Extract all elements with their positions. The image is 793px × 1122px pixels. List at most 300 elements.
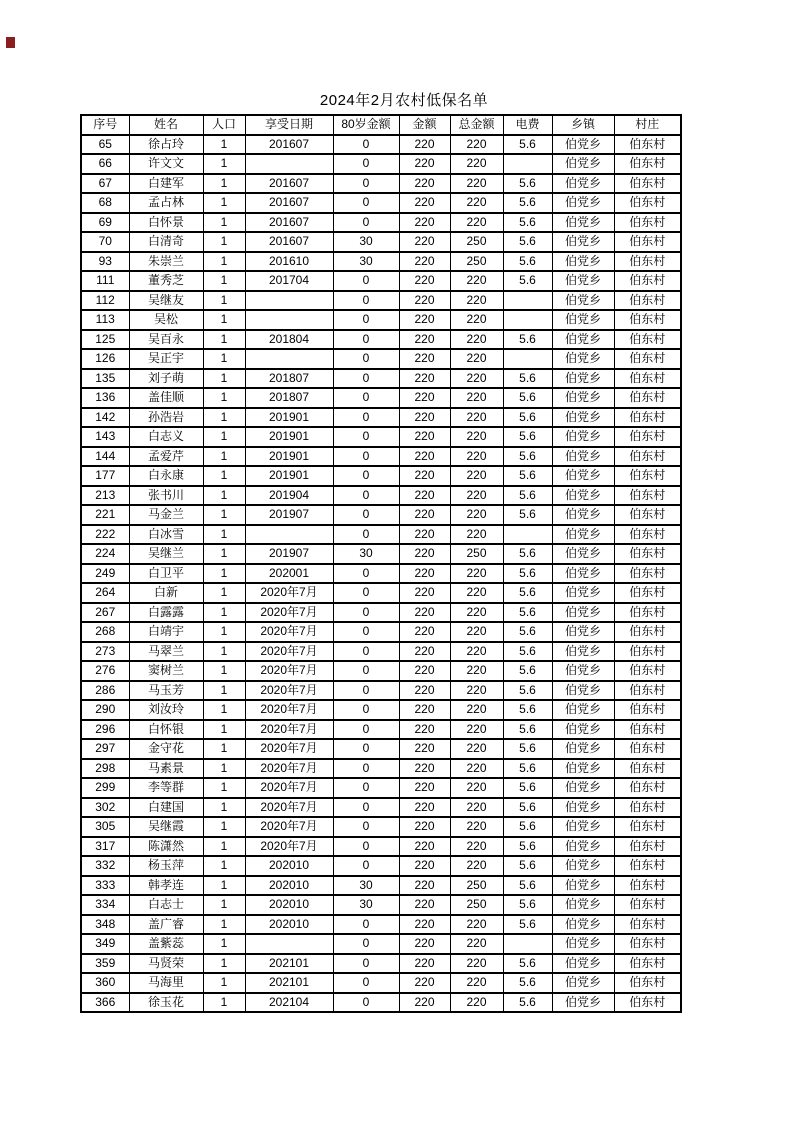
table-header xyxy=(81,115,681,135)
table-cell: 2020年7月 xyxy=(245,642,333,662)
table-cell: 伯党乡 xyxy=(552,525,614,545)
table-cell: 143 xyxy=(81,427,129,447)
table-cell: 刘汝玲 xyxy=(129,700,203,720)
table-cell: 220 xyxy=(399,310,450,330)
table-cell: 1 xyxy=(203,291,245,311)
table-cell: 0 xyxy=(333,720,399,740)
table-cell: 125 xyxy=(81,330,129,350)
table-cell: 0 xyxy=(333,993,399,1013)
table-row xyxy=(81,915,681,935)
table-cell: 69 xyxy=(81,213,129,233)
table-row xyxy=(81,993,681,1013)
table-cell: 伯党乡 xyxy=(552,193,614,213)
table-cell: 250 xyxy=(450,876,503,896)
table-cell: 297 xyxy=(81,739,129,759)
table-cell: 202010 xyxy=(245,856,333,876)
table-row xyxy=(81,232,681,252)
table-cell: 220 xyxy=(399,720,450,740)
table-cell: 220 xyxy=(450,466,503,486)
table-cell: 伯党乡 xyxy=(552,700,614,720)
table-cell: 1 xyxy=(203,798,245,818)
table-cell xyxy=(245,525,333,545)
table-cell xyxy=(245,291,333,311)
table-cell: 伯党乡 xyxy=(552,544,614,564)
table-cell: 5.6 xyxy=(503,213,552,233)
table-cell: 白建国 xyxy=(129,798,203,818)
column-header: 序号 xyxy=(81,115,129,135)
table-cell: 5.6 xyxy=(503,759,552,779)
table-cell: 白冰雪 xyxy=(129,525,203,545)
table-cell xyxy=(503,291,552,311)
table-cell: 349 xyxy=(81,934,129,954)
table-cell: 317 xyxy=(81,837,129,857)
table-cell: 董秀芝 xyxy=(129,271,203,291)
table-cell: 伯东村 xyxy=(614,603,681,623)
table-cell: 1 xyxy=(203,954,245,974)
table-cell: 0 xyxy=(333,408,399,428)
table-body xyxy=(81,135,681,1013)
column-header: 村庄 xyxy=(614,115,681,135)
table-cell xyxy=(503,349,552,369)
table-cell: 伯党乡 xyxy=(552,330,614,350)
table-cell: 伯党乡 xyxy=(552,564,614,584)
table-cell: 伯党乡 xyxy=(552,583,614,603)
table-cell: 0 xyxy=(333,681,399,701)
table-row xyxy=(81,622,681,642)
table-cell: 伯党乡 xyxy=(552,895,614,915)
table-cell: 220 xyxy=(399,349,450,369)
table-cell: 伯东村 xyxy=(614,271,681,291)
table-cell: 2020年7月 xyxy=(245,837,333,857)
table-cell xyxy=(245,934,333,954)
table-cell: 伯党乡 xyxy=(552,622,614,642)
table-cell: 伯东村 xyxy=(614,486,681,506)
table-cell: 伯党乡 xyxy=(552,681,614,701)
table-cell: 马贤荣 xyxy=(129,954,203,974)
table-cell: 220 xyxy=(450,427,503,447)
table-cell: 5.6 xyxy=(503,700,552,720)
table-cell: 伯党乡 xyxy=(552,310,614,330)
table-cell: 201901 xyxy=(245,408,333,428)
table-cell: 5.6 xyxy=(503,369,552,389)
column-header: 人口 xyxy=(203,115,245,135)
table-cell: 伯东村 xyxy=(614,856,681,876)
table-row xyxy=(81,856,681,876)
table-cell: 0 xyxy=(333,291,399,311)
table-cell: 徐占玲 xyxy=(129,135,203,155)
table-cell: 5.6 xyxy=(503,895,552,915)
table-row xyxy=(81,681,681,701)
table-cell: 吴继友 xyxy=(129,291,203,311)
table-row xyxy=(81,505,681,525)
table-cell: 伯东村 xyxy=(614,681,681,701)
table-cell: 220 xyxy=(399,817,450,837)
table-cell: 伯东村 xyxy=(614,876,681,896)
table-cell: 伯党乡 xyxy=(552,154,614,174)
table-cell: 2020年7月 xyxy=(245,603,333,623)
table-row xyxy=(81,739,681,759)
table-cell: 伯党乡 xyxy=(552,739,614,759)
table-row xyxy=(81,876,681,896)
table-cell: 2020年7月 xyxy=(245,739,333,759)
table-cell: 0 xyxy=(333,583,399,603)
table-cell: 273 xyxy=(81,642,129,662)
table-cell: 30 xyxy=(333,895,399,915)
table-cell: 张书川 xyxy=(129,486,203,506)
table-cell xyxy=(245,349,333,369)
table-cell: 201807 xyxy=(245,369,333,389)
table-cell: 66 xyxy=(81,154,129,174)
table-cell: 1 xyxy=(203,759,245,779)
table-cell: 5.6 xyxy=(503,739,552,759)
table-cell: 1 xyxy=(203,720,245,740)
table-cell: 220 xyxy=(399,895,450,915)
table-cell: 白清奇 xyxy=(129,232,203,252)
table-cell: 220 xyxy=(399,603,450,623)
table-cell: 0 xyxy=(333,759,399,779)
table-row xyxy=(81,252,681,272)
table-cell: 177 xyxy=(81,466,129,486)
table-cell: 220 xyxy=(399,427,450,447)
table-cell: 202104 xyxy=(245,993,333,1013)
table-cell: 0 xyxy=(333,915,399,935)
table-cell: 220 xyxy=(399,739,450,759)
table-cell: 盖紫蕊 xyxy=(129,934,203,954)
table-cell: 伯党乡 xyxy=(552,954,614,974)
table-cell: 220 xyxy=(450,369,503,389)
table-cell: 5.6 xyxy=(503,973,552,993)
table-cell: 陈潇然 xyxy=(129,837,203,857)
table-cell: 伯东村 xyxy=(614,720,681,740)
table-cell: 1 xyxy=(203,174,245,194)
table-cell: 93 xyxy=(81,252,129,272)
roster-table xyxy=(80,114,682,1013)
table-cell: 0 xyxy=(333,525,399,545)
table-row xyxy=(81,759,681,779)
table-cell: 5.6 xyxy=(503,661,552,681)
table-cell: 伯党乡 xyxy=(552,915,614,935)
table-cell: 白永康 xyxy=(129,466,203,486)
table-cell: 5.6 xyxy=(503,642,552,662)
table-cell: 220 xyxy=(399,525,450,545)
table-cell: 0 xyxy=(333,505,399,525)
table-cell: 刘子萌 xyxy=(129,369,203,389)
table-cell: 白露露 xyxy=(129,603,203,623)
table-cell xyxy=(503,525,552,545)
table-cell: 220 xyxy=(450,798,503,818)
table-cell: 伯东村 xyxy=(614,934,681,954)
table-cell: 伯东村 xyxy=(614,759,681,779)
table-cell: 5.6 xyxy=(503,388,552,408)
table-cell: 伯东村 xyxy=(614,466,681,486)
table-cell: 298 xyxy=(81,759,129,779)
table-row xyxy=(81,603,681,623)
table-cell: 伯党乡 xyxy=(552,817,614,837)
table-cell: 5.6 xyxy=(503,544,552,564)
table-cell: 1 xyxy=(203,603,245,623)
table-cell: 220 xyxy=(450,681,503,701)
table-cell: 盖广睿 xyxy=(129,915,203,935)
column-header: 总金额 xyxy=(450,115,503,135)
column-header: 电费 xyxy=(503,115,552,135)
table-row xyxy=(81,837,681,857)
table-cell: 2020年7月 xyxy=(245,798,333,818)
table-cell: 220 xyxy=(399,622,450,642)
table-cell: 250 xyxy=(450,544,503,564)
table-cell: 67 xyxy=(81,174,129,194)
table-row xyxy=(81,895,681,915)
table-cell: 220 xyxy=(399,154,450,174)
table-cell xyxy=(503,154,552,174)
table-cell: 220 xyxy=(450,564,503,584)
table-cell: 220 xyxy=(450,973,503,993)
table-row xyxy=(81,408,681,428)
table-cell: 333 xyxy=(81,876,129,896)
table-row xyxy=(81,310,681,330)
table-cell: 201901 xyxy=(245,466,333,486)
table-cell: 0 xyxy=(333,174,399,194)
table-row xyxy=(81,525,681,545)
table-cell: 1 xyxy=(203,856,245,876)
table-cell: 221 xyxy=(81,505,129,525)
table-cell: 0 xyxy=(333,856,399,876)
table-cell: 1 xyxy=(203,817,245,837)
table-cell: 5.6 xyxy=(503,856,552,876)
table-cell: 220 xyxy=(450,310,503,330)
table-cell: 360 xyxy=(81,973,129,993)
table-cell: 276 xyxy=(81,661,129,681)
table-cell: 5.6 xyxy=(503,505,552,525)
table-cell: 伯党乡 xyxy=(552,759,614,779)
table-cell: 伯东村 xyxy=(614,798,681,818)
table-cell: 伯东村 xyxy=(614,154,681,174)
table-cell: 伯党乡 xyxy=(552,661,614,681)
column-header: 乡镇 xyxy=(552,115,614,135)
table-cell: 0 xyxy=(333,642,399,662)
table-cell: 359 xyxy=(81,954,129,974)
table-cell: 302 xyxy=(81,798,129,818)
table-cell: 220 xyxy=(450,739,503,759)
table-cell: 伯东村 xyxy=(614,369,681,389)
table-cell: 30 xyxy=(333,544,399,564)
table-cell: 201807 xyxy=(245,388,333,408)
table-cell: 136 xyxy=(81,388,129,408)
table-cell: 0 xyxy=(333,466,399,486)
table-cell: 290 xyxy=(81,700,129,720)
table-cell: 伯东村 xyxy=(614,427,681,447)
table-cell: 5.6 xyxy=(503,681,552,701)
table-cell: 220 xyxy=(450,486,503,506)
table-cell: 0 xyxy=(333,330,399,350)
table-cell: 0 xyxy=(333,700,399,720)
table-cell: 30 xyxy=(333,876,399,896)
table-cell: 220 xyxy=(399,174,450,194)
table-cell: 伯党乡 xyxy=(552,408,614,428)
table-cell: 5.6 xyxy=(503,622,552,642)
table-row xyxy=(81,583,681,603)
table-cell: 伯东村 xyxy=(614,213,681,233)
table-cell: 220 xyxy=(450,661,503,681)
table-cell: 伯党乡 xyxy=(552,213,614,233)
table-cell: 202101 xyxy=(245,973,333,993)
table-cell: 286 xyxy=(81,681,129,701)
table-cell: 201901 xyxy=(245,447,333,467)
table-cell: 264 xyxy=(81,583,129,603)
table-cell: 1 xyxy=(203,135,245,155)
table-cell: 白靖宇 xyxy=(129,622,203,642)
table-cell: 220 xyxy=(399,759,450,779)
table-cell: 348 xyxy=(81,915,129,935)
table-cell: 0 xyxy=(333,271,399,291)
table-cell: 5.6 xyxy=(503,915,552,935)
table-cell: 孟占林 xyxy=(129,193,203,213)
table-cell: 5.6 xyxy=(503,954,552,974)
table-cell: 5.6 xyxy=(503,330,552,350)
table-cell: 220 xyxy=(450,817,503,837)
table-cell: 201907 xyxy=(245,544,333,564)
table-cell: 0 xyxy=(333,135,399,155)
table-cell: 5.6 xyxy=(503,408,552,428)
table-cell: 伯党乡 xyxy=(552,603,614,623)
table-cell: 220 xyxy=(399,252,450,272)
table-cell: 220 xyxy=(450,154,503,174)
table-cell: 220 xyxy=(450,525,503,545)
table-cell xyxy=(503,934,552,954)
table-cell: 5.6 xyxy=(503,583,552,603)
table-cell: 111 xyxy=(81,271,129,291)
table-cell: 2020年7月 xyxy=(245,661,333,681)
table-cell: 0 xyxy=(333,837,399,857)
table-cell: 1 xyxy=(203,154,245,174)
table-cell: 伯东村 xyxy=(614,739,681,759)
table-cell: 伯东村 xyxy=(614,232,681,252)
table-cell: 伯东村 xyxy=(614,447,681,467)
table-cell: 5.6 xyxy=(503,798,552,818)
table-cell: 220 xyxy=(399,681,450,701)
table-cell: 220 xyxy=(450,778,503,798)
table-cell: 220 xyxy=(450,388,503,408)
table-cell: 220 xyxy=(399,388,450,408)
table-cell: 0 xyxy=(333,193,399,213)
table-cell: 1 xyxy=(203,213,245,233)
table-cell: 白志士 xyxy=(129,895,203,915)
table-cell: 吴正宇 xyxy=(129,349,203,369)
table-cell: 213 xyxy=(81,486,129,506)
table-cell xyxy=(245,154,333,174)
table-cell: 5.6 xyxy=(503,232,552,252)
table-cell: 韩孝连 xyxy=(129,876,203,896)
table-cell: 伯东村 xyxy=(614,837,681,857)
table-cell: 220 xyxy=(399,330,450,350)
table-cell: 0 xyxy=(333,973,399,993)
header-row xyxy=(81,115,681,135)
corner-mark xyxy=(6,37,15,48)
table-cell: 伯东村 xyxy=(614,525,681,545)
table-cell: 268 xyxy=(81,622,129,642)
table-row xyxy=(81,954,681,974)
table-cell: 5.6 xyxy=(503,135,552,155)
table-cell: 0 xyxy=(333,564,399,584)
table-row xyxy=(81,798,681,818)
table-row xyxy=(81,466,681,486)
table-cell: 220 xyxy=(450,642,503,662)
table-cell: 伯党乡 xyxy=(552,505,614,525)
table-cell: 5.6 xyxy=(503,817,552,837)
table-row xyxy=(81,271,681,291)
table-cell: 伯东村 xyxy=(614,408,681,428)
table-cell: 220 xyxy=(450,291,503,311)
table-cell: 113 xyxy=(81,310,129,330)
table-cell: 吴松 xyxy=(129,310,203,330)
table-cell: 220 xyxy=(450,213,503,233)
table-cell: 296 xyxy=(81,720,129,740)
table-cell: 0 xyxy=(333,934,399,954)
table-cell: 0 xyxy=(333,486,399,506)
column-header: 金额 xyxy=(399,115,450,135)
table-cell: 盖佳顺 xyxy=(129,388,203,408)
table-cell: 2020年7月 xyxy=(245,778,333,798)
table-cell: 220 xyxy=(399,778,450,798)
table-cell: 30 xyxy=(333,252,399,272)
table-cell: 伯东村 xyxy=(614,388,681,408)
table-cell: 220 xyxy=(450,856,503,876)
table-cell: 马金兰 xyxy=(129,505,203,525)
table-cell: 366 xyxy=(81,993,129,1013)
table-cell: 220 xyxy=(399,798,450,818)
table-cell: 220 xyxy=(399,876,450,896)
table-cell: 2020年7月 xyxy=(245,681,333,701)
table-cell: 0 xyxy=(333,447,399,467)
table-row xyxy=(81,642,681,662)
table-cell: 伯东村 xyxy=(614,174,681,194)
table-cell: 0 xyxy=(333,817,399,837)
table-cell: 伯东村 xyxy=(614,915,681,935)
table-cell: 吴百永 xyxy=(129,330,203,350)
table-cell: 68 xyxy=(81,193,129,213)
table-cell: 202010 xyxy=(245,895,333,915)
table-cell: 徐玉花 xyxy=(129,993,203,1013)
table-cell: 5.6 xyxy=(503,174,552,194)
table-cell: 220 xyxy=(399,271,450,291)
table-row xyxy=(81,973,681,993)
table-cell: 伯党乡 xyxy=(552,486,614,506)
table-cell: 0 xyxy=(333,310,399,330)
table-cell: 220 xyxy=(399,973,450,993)
table-cell: 5.6 xyxy=(503,993,552,1013)
table-cell: 0 xyxy=(333,427,399,447)
table-cell: 220 xyxy=(399,447,450,467)
table-cell: 伯东村 xyxy=(614,291,681,311)
table-cell: 1 xyxy=(203,681,245,701)
table-cell: 1 xyxy=(203,349,245,369)
table-cell: 220 xyxy=(450,583,503,603)
table-cell: 1 xyxy=(203,895,245,915)
table-cell: 220 xyxy=(450,934,503,954)
table-cell: 250 xyxy=(450,232,503,252)
table-row xyxy=(81,388,681,408)
table-cell: 伯党乡 xyxy=(552,447,614,467)
table-cell: 白新 xyxy=(129,583,203,603)
table-cell: 201607 xyxy=(245,232,333,252)
table-cell: 1 xyxy=(203,427,245,447)
table-cell: 220 xyxy=(399,954,450,974)
table-cell: 1 xyxy=(203,310,245,330)
table-cell: 220 xyxy=(399,505,450,525)
table-cell: 1 xyxy=(203,993,245,1013)
table-cell: 249 xyxy=(81,564,129,584)
table-cell: 220 xyxy=(399,193,450,213)
table-cell: 220 xyxy=(399,135,450,155)
